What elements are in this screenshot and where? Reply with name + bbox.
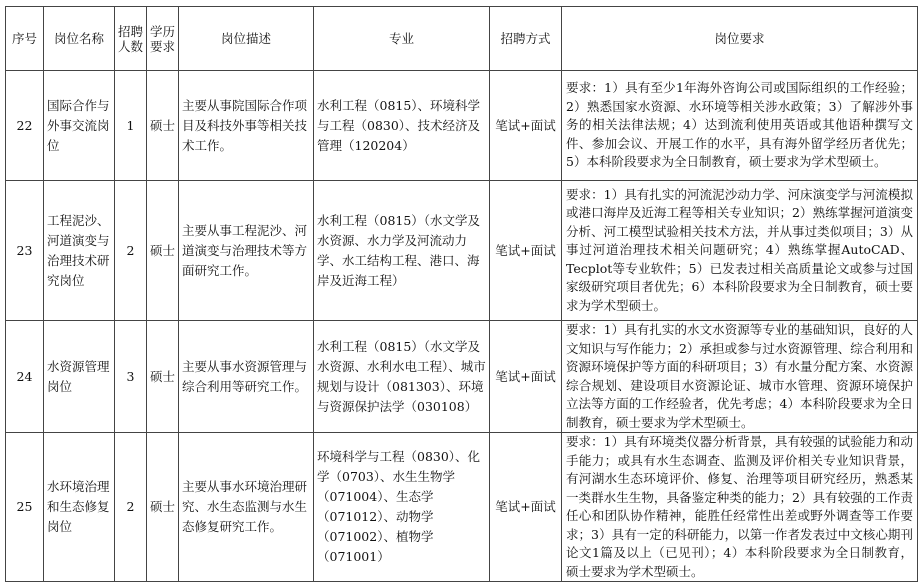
header-row [6,7,918,71]
table-row [6,321,918,433]
cell-seq: 22 [6,71,44,181]
cell-major: 水利工程（0815）、环境科学与工程（0830）、技术经济及管理（120204） [314,71,490,181]
cell-major: 环境科学与工程（0830）、化学（0703）、水生生物学（071004）、生态学（071012）、动物学（071002）、植物学（071001） [314,433,490,582]
cell-method: 笔试+面试 [490,71,562,181]
cell-description: 主要从事水资源管理与综合利用等研究工作。 [179,321,314,433]
table-row [6,181,918,321]
cell-method: 笔试+面试 [490,433,562,582]
cell-position-name: 水资源管理岗位 [44,321,115,433]
cell-major: 水利工程（0815）（水文学及水资源、水力学及河流动力学、水工结构工程、港口、海岸及近海工程） [314,181,490,321]
header-description: 岗位描述 [179,7,314,71]
header-headcount: 招聘人数 [115,7,147,71]
cell-degree: 硕士 [147,71,179,181]
cell-seq: 24 [6,321,44,433]
cell-requirements: 要求：1）具有至少1年海外咨询公司或国际组织的工作经验；2）熟悉国家水资源、水环境等相关涉水政策；3）了解涉外事务的相关法律法规；4）达到流利使用英语或其他语种撰写文件、参加会议、开展工作的水平，具有海外留学经历者优先；5）本科阶段要求为全日制教育，硕士要求为学术型硕士。 [562,71,918,181]
cell-requirements: 要求：1）具有扎实的水文水资源等专业的基础知识，良好的人文知识与写作能力；2）承担或参与过水资源管理、综合利用和资源环境保护等方面的科研项目；3）有水量分配方案、水资源综合规划、建设项目水资源论证、城市水管理、资源环境保护立法等方面的工作经验者，优先考虑；4）本科阶段要求为全日制教育，硕士要求为学术型硕士。 [562,321,918,433]
cell-position-name: 国际合作与外事交流岗位 [44,71,115,181]
cell-description: 主要从事水环境治理研究、水生态监测与水生态修复研究工作。 [179,433,314,582]
cell-description: 主要从事工程泥沙、河道演变与治理技术等方面研究工作。 [179,181,314,321]
header-position-name: 岗位名称 [44,7,115,71]
header-method: 招聘方式 [490,7,562,71]
cell-description: 主要从事院国际合作项目及科技外事等相关技术工作。 [179,71,314,181]
cell-major: 水利工程（0815）（水文学及水资源、水利水电工程）、城市规划与设计（081303）、环境与资源保护法学（030108） [314,321,490,433]
cell-headcount: 3 [115,321,147,433]
header-degree: 学历要求 [147,7,179,71]
recruitment-table [5,6,918,582]
header-requirements: 岗位要求 [562,7,918,71]
header-seq: 序号 [6,7,44,71]
cell-requirements: 要求：1）具有环境类仪器分析背景，具有较强的试验能力和动手能力；或具有水生态调查、监测及评价相关专业知识背景，有河湖水生态环境评价、修复、治理等项目研究经历，熟悉某一类群水生生物，具备鉴定种类的能力；2）具有较强的工作责任心和团队协作精神，能胜任经常性出差或野外调查等工作要求；3）具有一定的科研能力，以第一作者发表过中文核心期刊论文1篇及以上（已见刊）；4）本科阶段要求为全日制教育，硕士要求为学术型硕士。 [562,433,918,582]
cell-position-name: 工程泥沙、河道演变与治理技术研究岗位 [44,181,115,321]
cell-method: 笔试+面试 [490,181,562,321]
cell-degree: 硕士 [147,321,179,433]
cell-headcount: 2 [115,433,147,582]
cell-method: 笔试+面试 [490,321,562,433]
table-row [6,433,918,582]
table-row [6,71,918,181]
header-major: 专业 [314,7,490,71]
cell-degree: 硕士 [147,181,179,321]
cell-seq: 25 [6,433,44,582]
cell-degree: 硕士 [147,433,179,582]
cell-headcount: 1 [115,71,147,181]
cell-headcount: 2 [115,181,147,321]
cell-requirements: 要求：1）具有扎实的河流泥沙动力学、河床演变学与河流模拟或港口海岸及近海工程等相关专业知识；2）熟练掌握河道演变分析、河工模型试验相关技术方法，并从事过类似项目；3）从事过河道治理技术相关问题研究；4）熟练掌握AutoCAD、Tecplot等专业软件；5）已发表过相关高质量论文或参与过国家级研究项目者优先；6）本科阶段要求为全日制教育，硕士要求为学术型硕士。 [562,181,918,321]
cell-position-name: 水环境治理和生态修复岗位 [44,433,115,582]
cell-seq: 23 [6,181,44,321]
